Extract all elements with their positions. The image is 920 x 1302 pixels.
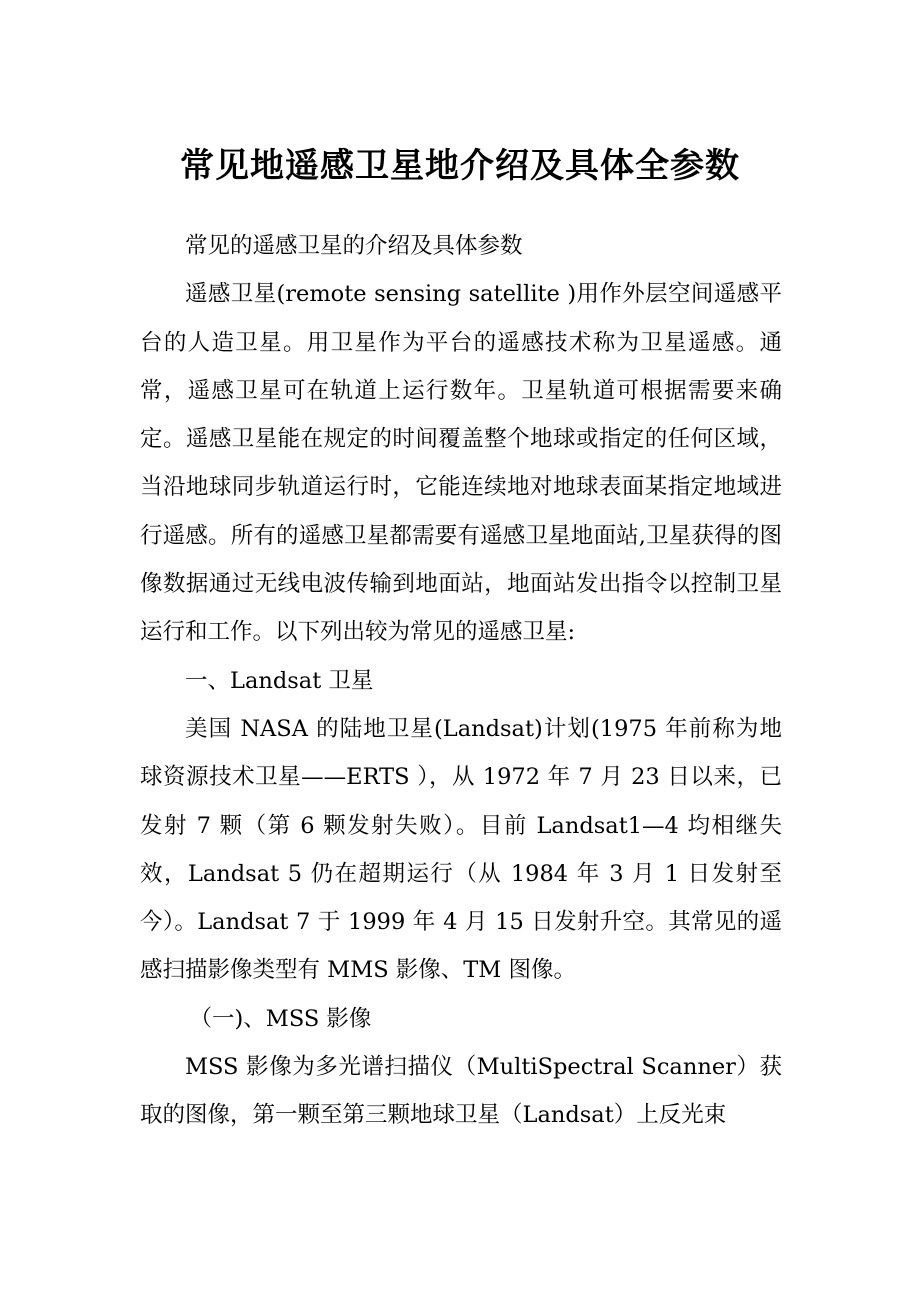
landsat-paragraph: 美国 NASA 的陆地卫星(Landsat)计划(1975 年前称为地球资源技术卫星——ERTS ），从 1972 年 7 月 23 日以来，已发射 7 颗（第 6 颗发射失败）。目前 Landsat1—4 均相继失效，Landsat 5 仍在超期运行（从 1984 年 3 月 1 日发射至今）。Landsat 7 于 1999 年 4 月 15 日发射升空。其常见的遥感扫描影像类型有 MMS 影像、TM 图像。 [140,715,782,984]
subtitle-paragraph: 常见的遥感卫星的介绍及具体参数 [185,233,523,259]
mss-paragraph: MSS 影像为多光谱扫描仪（MultiSpectral Scanner）获取的图像，第一颗至第三颗地球卫星（Landsat）上反光束 [140,1054,782,1129]
subsection-heading-mss: （一)、MSS 影像 [189,1005,372,1032]
section-heading-landsat: 一、Landsat 卫星 [185,667,374,694]
document-body [140,222,782,1140]
document-title: 常见地遥感卫星地介绍及具体全参数 [180,146,740,186]
intro-paragraph: 遥感卫星(remote sensing satellite )用作外层空间遥感平台的人造卫星。用卫星作为平台的遥感技术称为卫星遥感。通常，遥感卫星可在轨道上运行数年。卫星轨道可根据需要来确定。遥感卫星能在规定的时间覆盖整个地球或指定的任何区域，当沿地球同步轨道运行时，它能连续地对地球表面某指定地域进行遥感。所有的遥感卫星都需要有遥感卫星地面站,卫星获得的图像数据通过无线电波传输到地面站，地面站发出指令以控制卫星运行和工作。以下列出较为常见的遥感卫星: [140,281,782,646]
